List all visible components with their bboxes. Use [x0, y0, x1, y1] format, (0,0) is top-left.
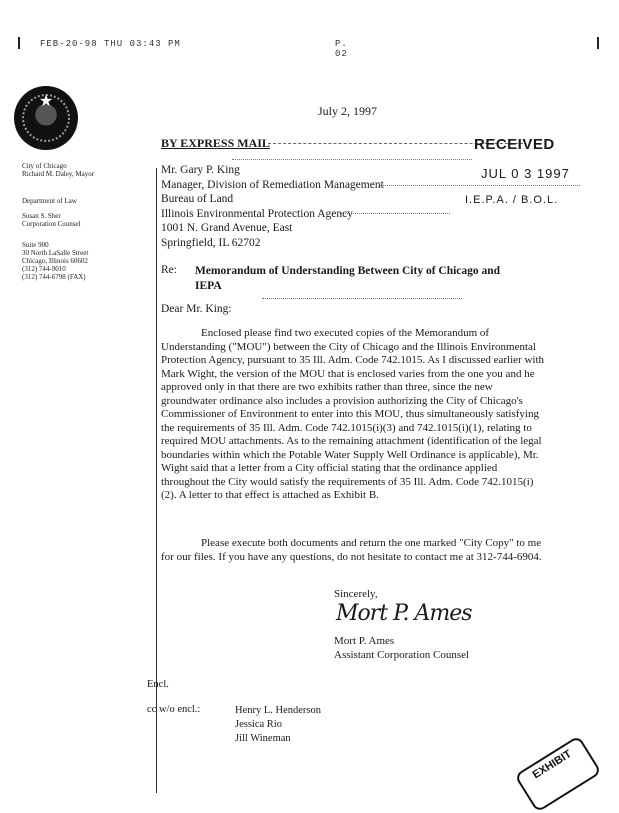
cc-label: cc w/o encl.:: [147, 704, 201, 715]
fax-noise: [262, 298, 462, 300]
signature: Mort P. Ames: [336, 601, 472, 626]
city-seal-icon: ★: [14, 86, 78, 150]
fax-header-right: P. 02: [335, 39, 348, 59]
signer-block: Mort P. Ames Assistant Corporation Counsel: [334, 635, 470, 661]
cc-list: Henry L. Henderson Jessica Rio Jill Wineman: [235, 705, 322, 744]
subject-line: Memorandum of Understanding Between City of Chicago and IEPA: [195, 265, 501, 292]
exhibit-stamp: EXHIBIT: [514, 735, 602, 813]
received-stamp: RECEIVED: [474, 136, 555, 153]
received-stamp-office: I.E.P.A. / B.O.L.: [465, 194, 559, 206]
fax-crop-mark: [597, 37, 599, 49]
closing: Sincerely,: [334, 588, 378, 600]
fax-noise: [380, 185, 580, 187]
recipient-address: Mr. Gary P. King Manager, Division of Remediation Management Bureau of Land Illinois Environmental Protection Agency 1001 N. Grand Avenue, East Springfield, IL 62702: [161, 164, 384, 249]
sidebar-address: Suite 900 30 North LaSalle Street Chicago, Illinois 60602 (312) 744-9010 (312) 744-6798 (FAX): [22, 241, 89, 281]
body-paragraph: Enclosed please find two executed copies of the Memorandum of Understanding ("MOU") between the City of Chicago and the Illinois Environmental Protection Agency, pursuant to 35 Ill. Adm. Code 742.1015. As I discussed earlier with Mark Wight, the version of the MOU that is enclosed varies from the one you and he approved only in that there are two exhibits rather than three, since the new groundwater ordinance also includes a provision authorizing the City of Chicago's Commissioner of Environment to enter into this MOU, thus simultaneously satisfying the requirements of 35 Ill. Adm. Code 742.1015(i)(3) and 742.1015(i)(1), relating to required MOU attachments. As to the remaining attachment (identification of the legal boundaries within which the Potable Water Supply Well Ordinance is applicable), Mr. Wight said that a letter from a City official stating that the ordinance applied throughout the City would satisfy the requirements of 35 Ill. Adm. Code 742.1015(i)(2). A letter to that effect is attached as Exhibit B.: [161, 327, 545, 501]
salutation: Dear Mr. King:: [161, 303, 232, 315]
received-stamp-date: JUL 0 3 1997: [481, 166, 570, 181]
delivery-method: BY EXPRESS MAIL: [161, 136, 270, 150]
sidebar-dept: Department of Law: [22, 197, 77, 205]
letter-date: July 2, 1997: [318, 104, 378, 118]
sidebar-org: City of Chicago Richard M. Daley, Mayor: [22, 162, 95, 178]
enclosure-note: Encl.: [147, 679, 169, 690]
body-paragraph: Please execute both documents and return the one marked "City Copy" to me for our files. If you have any questions, do not hesitate to contact me at 312-744-6904.: [161, 537, 542, 563]
fax-header-left: FEB-20-98 THU 03:43 PM: [40, 39, 181, 49]
fax-crop-mark: [18, 37, 20, 49]
margin-rule: [156, 168, 157, 793]
sidebar-counsel: Susan S. Sher Corporation Counsel: [22, 212, 81, 228]
fax-noise: [232, 159, 472, 161]
re-label: Re:: [161, 264, 177, 276]
fax-header: [40, 39, 348, 59]
